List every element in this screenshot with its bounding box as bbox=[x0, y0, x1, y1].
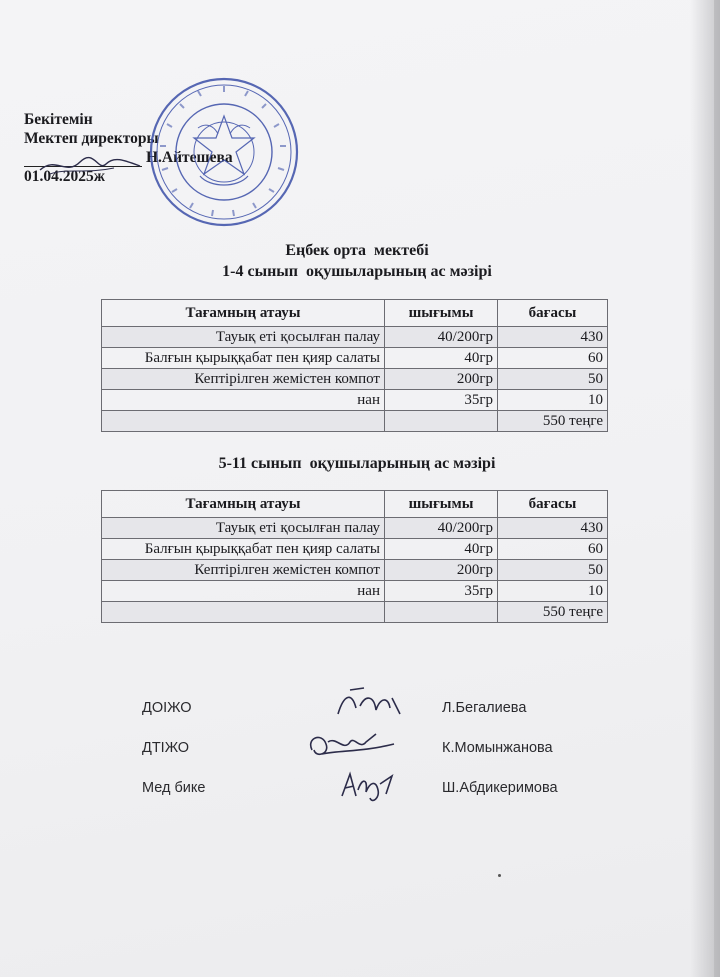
table-row bbox=[102, 560, 608, 581]
total-price: 550 теңге bbox=[498, 411, 608, 432]
dish-name: нан bbox=[102, 581, 385, 602]
menu-table-2 bbox=[101, 490, 608, 623]
dish-price: 60 bbox=[498, 539, 608, 560]
total-price: 550 теңге bbox=[498, 602, 608, 623]
signer-role: ДОІЖО bbox=[142, 700, 192, 716]
header-portion: шығымы bbox=[385, 300, 498, 327]
dish-portion: 40/200гр bbox=[385, 327, 498, 348]
school-name: Еңбек орта мектебі bbox=[285, 242, 429, 259]
table-header-row bbox=[102, 491, 608, 518]
signer-name: Л.Бегалиева bbox=[442, 700, 527, 716]
dish-name: нан bbox=[102, 390, 385, 411]
header-portion: шығымы bbox=[385, 491, 498, 518]
dish-name: Кептірілген жемістен компот bbox=[102, 560, 385, 581]
page-shadow bbox=[690, 0, 720, 977]
handwritten-signature bbox=[330, 684, 420, 728]
dish-portion: 35гр bbox=[385, 581, 498, 602]
dish-name: Тауық еті қосылған палау bbox=[102, 327, 385, 348]
dish-price: 50 bbox=[498, 369, 608, 390]
table-row bbox=[102, 348, 608, 369]
signature-row bbox=[0, 770, 714, 810]
table-row bbox=[102, 390, 608, 411]
table-row bbox=[102, 369, 608, 390]
dish-portion: 200гр bbox=[385, 560, 498, 581]
table-row bbox=[102, 327, 608, 348]
director-name: Н.Айтешева bbox=[146, 149, 233, 166]
dish-price: 430 bbox=[498, 518, 608, 539]
menu-table-1 bbox=[101, 299, 608, 432]
dish-portion: 40гр bbox=[385, 539, 498, 560]
header-name: Тағамның атауы bbox=[102, 300, 385, 327]
signer-role: ДТІЖО bbox=[142, 740, 190, 756]
handwritten-signature bbox=[336, 764, 406, 808]
dish-price: 10 bbox=[498, 581, 608, 602]
total-row bbox=[102, 602, 608, 623]
dish-portion: 40гр bbox=[385, 348, 498, 369]
dish-price: 60 bbox=[498, 348, 608, 369]
director-signature bbox=[36, 152, 146, 182]
menu-title-1: 1-4 сынып оқушыларының ас мәзірі bbox=[222, 263, 492, 280]
table-row bbox=[102, 539, 608, 560]
paper-speck bbox=[498, 874, 501, 877]
approval-line2: Мектеп директоры bbox=[24, 130, 159, 147]
signer-role: Мед бике bbox=[142, 780, 206, 796]
dish-price: 430 bbox=[498, 327, 608, 348]
dish-portion: 35гр bbox=[385, 390, 498, 411]
approval-date: 01.04.2025ж bbox=[24, 168, 105, 185]
dish-portion: 40/200гр bbox=[385, 518, 498, 539]
dish-name: Тауық еті қосылған палау bbox=[102, 518, 385, 539]
signer-name: К.Момынжанова bbox=[442, 740, 553, 756]
dish-name: Балғын қырыққабат пен қияр салаты bbox=[102, 348, 385, 369]
dish-price: 10 bbox=[498, 390, 608, 411]
dish-price: 50 bbox=[498, 560, 608, 581]
signer-name: Ш.Абдикеримова bbox=[442, 780, 558, 796]
table-row bbox=[102, 518, 608, 539]
menu-title-2: 5-11 сынып оқушыларының ас мәзірі bbox=[218, 455, 496, 472]
document-title bbox=[0, 240, 714, 282]
dish-name: Балғын қырыққабат пен қияр салаты bbox=[102, 539, 385, 560]
header-price: бағасы bbox=[498, 300, 608, 327]
total-row bbox=[102, 411, 608, 432]
official-stamp bbox=[148, 76, 300, 228]
header-name: Тағамның атауы bbox=[102, 491, 385, 518]
dish-name: Кептірілген жемістен компот bbox=[102, 369, 385, 390]
table-header-row bbox=[102, 300, 608, 327]
dish-portion: 200гр bbox=[385, 369, 498, 390]
approval-line1: Бекітемін bbox=[24, 111, 93, 128]
handwritten-signature bbox=[302, 724, 402, 768]
header-price: бағасы bbox=[498, 491, 608, 518]
table-row bbox=[102, 581, 608, 602]
